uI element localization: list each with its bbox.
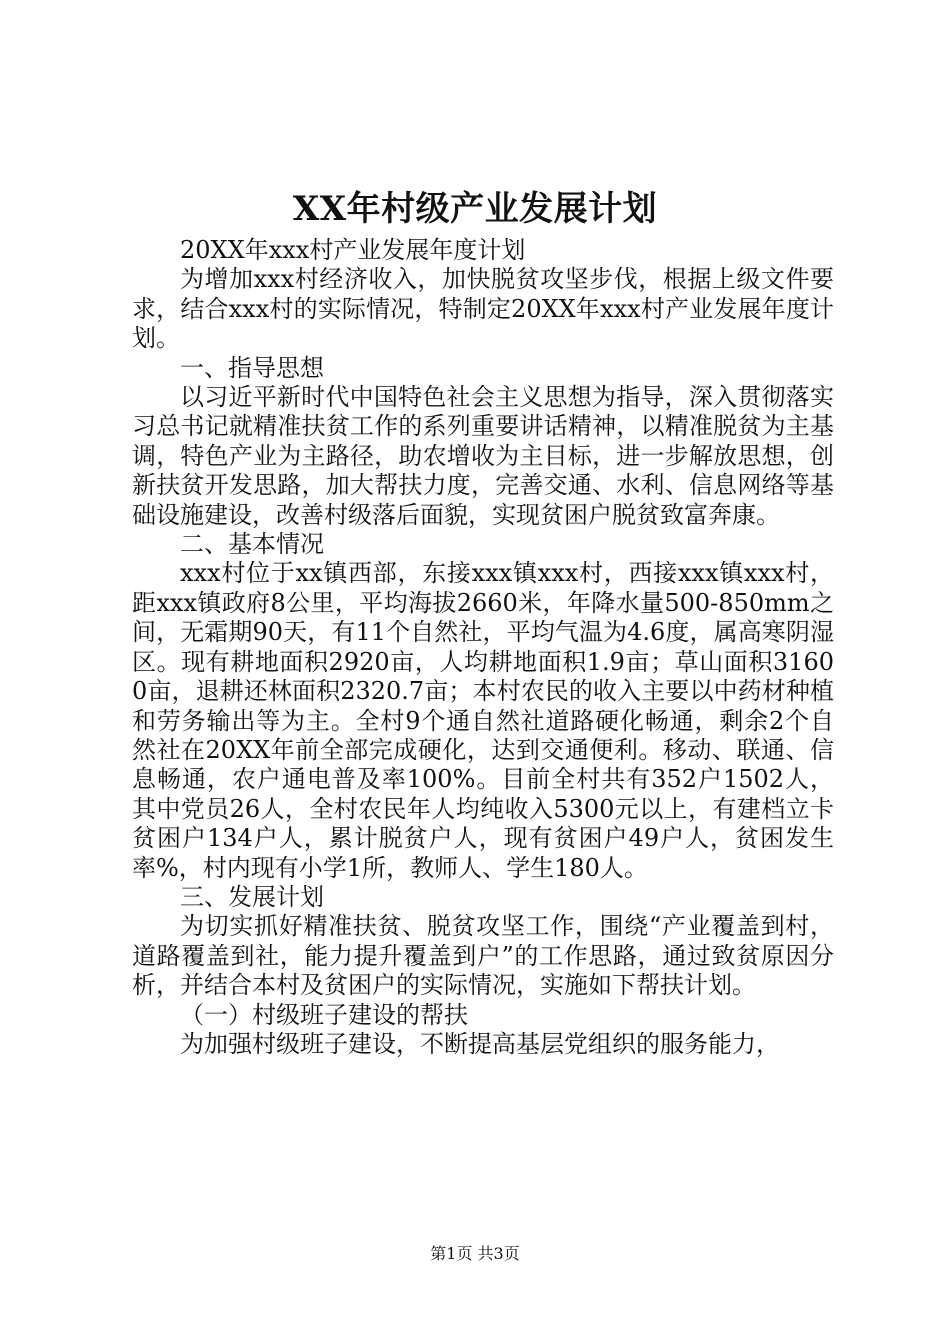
guiding-ideology-paragraph: 以习近平新时代中国特色社会主义思想为指导，深入贯彻落实习总书记就精准扶贫工作的系列重要讲话精神，以精准脱贫为主基调，特色产业为主路径，助农增收为主目标，进一步解放思想，创新扶贫开发思路，加大帮扶力度，完善交通、水利、信息网络等基础设施建设，改善村级落后面貌，实现贫困户脱贫致富奔康。 bbox=[132, 383, 834, 529]
document-title: XX年村级产业发展计划 bbox=[292, 189, 658, 229]
village-team-paragraph: 为加强村级班子建设，不断提高基层党组织的服务能力， bbox=[180, 1029, 780, 1058]
intro-paragraph: 为增加xxx村经济收入，加快脱贫攻坚步伐，根据上级文件要求，结合xxx村的实际情况，特制定20XX年xxx村产业发展年度计划。 bbox=[132, 265, 834, 353]
document-body bbox=[132, 236, 834, 1059]
subtitle-paragraph: 20XX年xxx村产业发展年度计划 bbox=[180, 236, 526, 264]
basic-situation-paragraph: xxx村位于xx镇西部，东接xxx镇xxx村，西接xxx镇xxx村，距xxx镇政府8公里，平均海拔2660米，年降水量500-850mm之间，无霜期90天，有11个自然社，平均气温为4.6度，属高寒阴湿区。现有耕地面积2920亩，人均耕地面积1.9亩；草山面积31600亩，退耕还林面积2320.7亩；本村农民的收入主要以中药材种植和劳务输出等为主。全村9个通自然社道路硬化畅通，剩余2个自然社在20XX年前全部完成硬化，达到交通便利。移动、联通、信息畅通，农户通电普及率100%。目前全村共有352户1502人，其中党员26人，全村农民年人均纯收入5300元以上，有建档立卡贫困户134户人，累计脱贫户人，现有贫困户49户人，贫困发生率%，村内现有小学1所，教师人、学生180人。 bbox=[132, 559, 834, 882]
section-heading-basic-situation: 二、基本情况 bbox=[180, 530, 324, 559]
subsection-heading-village-team: （一）村级班子建设的帮扶 bbox=[180, 1000, 468, 1029]
page-footer: 第1页 共3页 bbox=[430, 1244, 520, 1263]
development-plan-paragraph: 为切实抓好精准扶贫、脱贫攻坚工作，围绕“产业覆盖到村，道路覆盖到社，能力提升覆盖到户”的工作思路，通过致贫原因分析，并结合本村及贫困户的实际情况，实施如下帮扶计划。 bbox=[132, 912, 834, 1000]
section-heading-development-plan: 三、发展计划 bbox=[180, 882, 324, 911]
section-heading-guiding-ideology: 一、指导思想 bbox=[180, 353, 324, 382]
